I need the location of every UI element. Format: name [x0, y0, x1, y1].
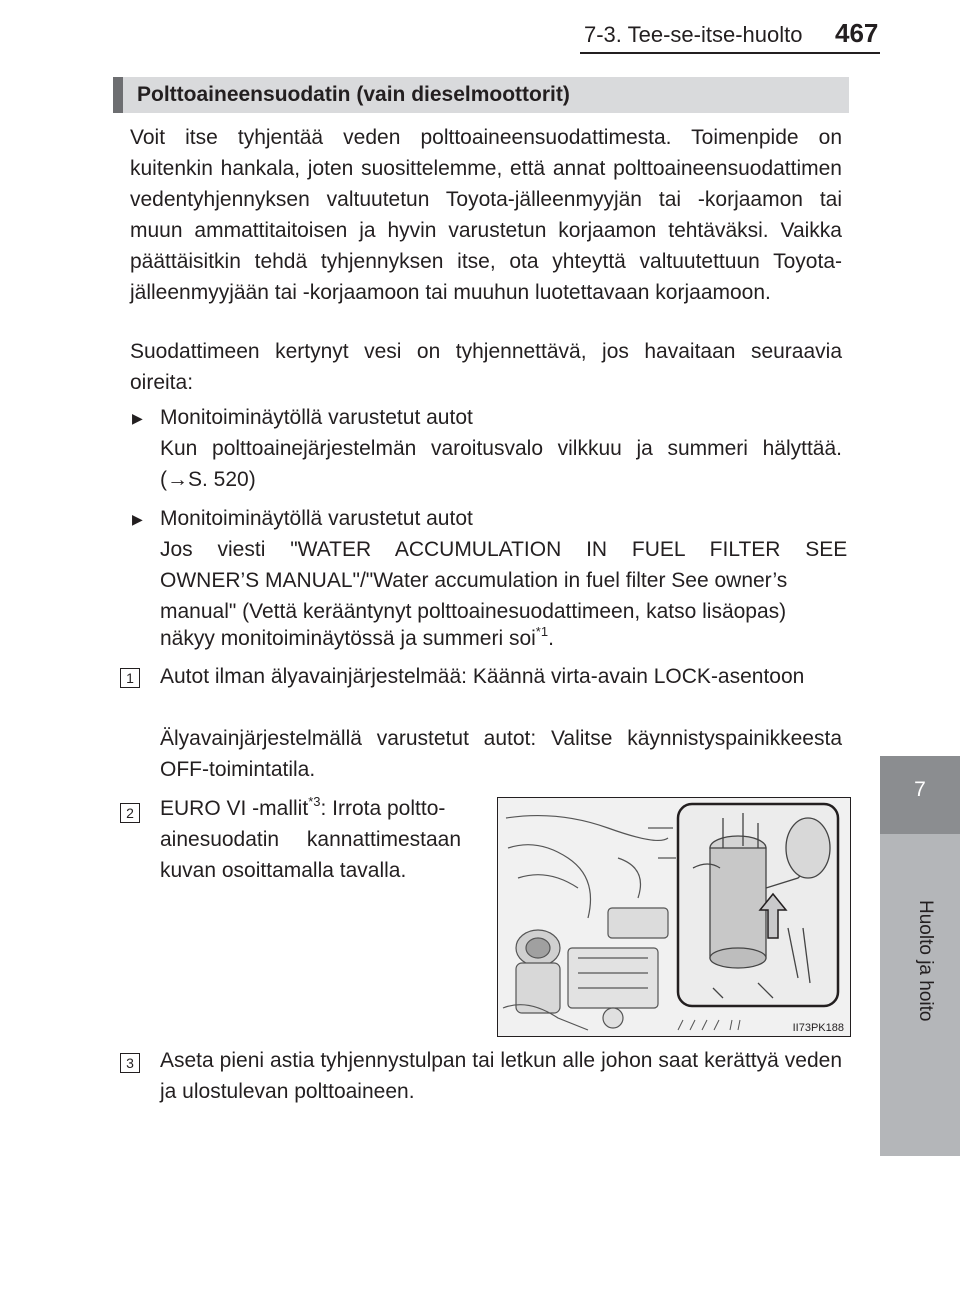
condition-1-page-reference: S. 520)	[188, 468, 256, 491]
condition-1-title: Monitoiminäytöllä varustetut autot	[160, 406, 473, 429]
step-2-text-a: EURO VI -mallit	[160, 797, 309, 820]
step-number-badge: 1	[120, 668, 140, 688]
running-header-section: 7-3. Tee-se-itse-huolto	[584, 22, 803, 47]
condition-2-line-3: manual" (Vettä kerääntynyt polttoainesuodattimeen, katso lisäopas)	[160, 600, 787, 623]
step-2-line-2: ainesuodatin kannattimestaan	[160, 828, 462, 851]
page-number: 467	[835, 18, 879, 48]
reference-arrow-icon: →	[167, 468, 188, 491]
section-heading-bar	[113, 77, 123, 113]
footnote-marker: *3	[308, 794, 321, 809]
step-2-line-1	[160, 793, 445, 826]
step-1-text: Autot ilman älyavainjärjestelmää: Käännä virta-avain LOCK-asentoon	[160, 665, 805, 688]
step-number-badge: 2	[120, 803, 140, 823]
intro-paragraph-1: Voit itse tyhjentää veden polttoaineensuodattimesta. Toimenpide on kuitenkin hankala, joten suosittelemme, että annat polttoaineensuodattimen vedentyhjennyksen valtuutetun Toyota-jälleenmyyjän tai -korjaamon tai muun ammattitaitoisen ja hyvin varustetun korjaamon tehtäväksi. Vaikka päättäisitkin tehdä tyhjennyksen itse, ota yhteyttä valtuutettuun Toyota-jälleenmyyjään tai -korjaamoon tai muuhun luotettavaan korjaamoon.	[130, 126, 842, 304]
condition-2-line-1: Jos viesti "WATER ACCUMULATION IN FUEL FILTER SEE	[160, 538, 848, 561]
step-3-text: Aseta pieni astia tyhjennystulpan tai letkun alle johon saat kerättyä veden ja ulostulevan polttoaineen.	[160, 1049, 842, 1103]
condition-2-line-2: OWNER’S MANUAL"/"Water accumulation in fuel filter See owner’s	[160, 569, 788, 592]
figure-code: II73PK188	[792, 1022, 844, 1034]
step-2-text-b: : Irrota poltto-	[320, 797, 446, 820]
footnote-marker: *1	[535, 624, 549, 639]
condition-2-line-4	[160, 623, 554, 656]
condition-2-line-4-end: .	[548, 627, 554, 650]
condition-2-title: Monitoiminäytöllä varustetut autot	[160, 507, 473, 530]
engine-bay-illustration	[497, 797, 851, 1037]
header-rule	[580, 52, 880, 54]
step-2-line-3: kuvan osoittamalla tavalla.	[160, 859, 407, 882]
condition-1-text	[160, 433, 842, 495]
chapter-tab	[880, 756, 960, 834]
step-number-badge: 3	[120, 1053, 140, 1073]
bullet-arrow-icon: ▶	[132, 410, 143, 426]
condition-1-description: Kun polttoainejärjestelmän varoitusvalo vilkkuu ja summeri hälyttää. (	[160, 437, 842, 491]
section-heading	[113, 77, 849, 113]
section-heading-title: Polttoaineensuodatin (vain dieselmoottorit)	[137, 83, 570, 106]
chapter-number: 7	[914, 778, 926, 801]
chapter-label: Huolto ja hoito	[915, 900, 936, 1022]
condition-2-line-4-text: näkyy monitoiminäytössä ja summeri soi	[160, 627, 536, 650]
engine-bay-drawing	[498, 798, 850, 1036]
bullet-arrow-icon: ▶	[132, 511, 143, 527]
step-1-text-2: Älyavainjärjestelmällä varustetut autot: Valitse käynnistyspainikkeesta OFF-toimintatila.	[160, 727, 842, 781]
intro-paragraph-2: Suodattimeen kertynyt vesi on tyhjennettävä, jos havaitaan seuraavia oireita:	[130, 340, 842, 394]
